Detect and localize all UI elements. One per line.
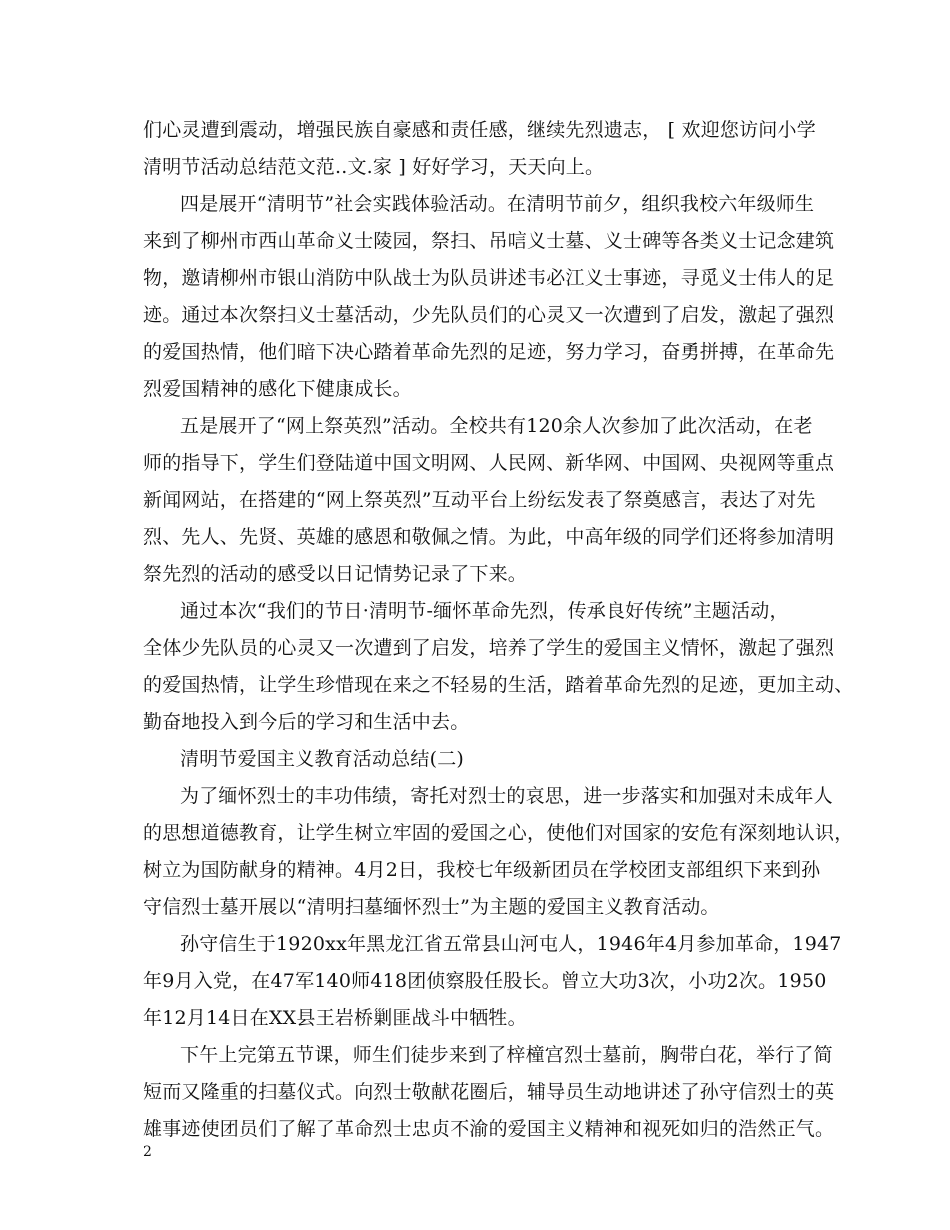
text-line: 守信烈士墓开展以“清明扫墓缅怀烈士”为主题的爱国主义教育活动。: [143, 896, 720, 918]
text-line: 烈、先人、先贤、英雄的感恩和敬佩之情。为此，中高年级的同学们还将参加清明: [143, 526, 835, 548]
text-line: 年9月入党，在47军140师418团侦察股任股长。曾立大功3次，小功2次。1950: [143, 970, 827, 992]
text-line: 五是展开了“网上祭英烈”活动。全校共有120余人次参加了此次活动，在老: [180, 415, 813, 437]
text-line: 雄事迹使团员们了解了革命烈士忠贞不渝的爱国主义精神和视死如归的浩然正气。: [143, 1118, 835, 1140]
text-line: 四是展开“清明节”社会实践体验活动。在清明节前夕，组织我校六年级师生: [180, 193, 815, 215]
text-line: 祭先烈的活动的感受以日记情势记录了下来。: [143, 563, 528, 585]
text-line: 勤奋地投入到今后的学习和生活中去。: [143, 711, 470, 733]
text-line: 的爱国热情，他们暗下决心踏着革命先烈的足迹，努力学习，奋勇拼搏，在革命先: [143, 341, 835, 363]
text-line: 来到了柳州市西山革命义士陵园，祭扫、吊唁义士墓、义士碑等各类义士记念建筑: [143, 230, 835, 252]
text-line: 师的指导下，学生们登陆道中国文明网、人民网、新华网、中国网、央视网等重点: [143, 452, 835, 474]
text-line: 的爱国热情，让学生珍惜现在来之不轻易的生活，踏着革命先烈的足迹，更加主动、: [143, 674, 854, 696]
text-line: 的思想道德教育，让学生树立牢固的爱国之心，使他们对国家的安危有深刻地认识，: [143, 822, 854, 844]
text-line: 下午上完第五节课，师生们徒步来到了梓橦宫烈士墓前，胸带白花，举行了简: [180, 1044, 833, 1066]
text-line: 物，邀请柳州市银山消防中队战士为队员讲述韦必江义士事迹，寻觅义士伟人的足: [143, 267, 835, 289]
text-line: 年12月14日在XX县王岩桥剿匪战斗中牺牲。: [143, 1007, 527, 1029]
text-line: 树立为国防献身的精神。4月2日，我校七年级新团员在学校团支部组织下来到孙: [143, 859, 821, 881]
text-line: 清明节活动总结范文范..文.家 ] 好好学习，天天向上。: [143, 156, 605, 178]
text-line: 新闻网站，在搭建的“网上祭英烈”互动平台上纷纭发表了祭奠感言，表达了对先: [143, 489, 816, 511]
section-heading: 清明节爱国主义教育活动总结(二): [180, 748, 465, 770]
text-line: 烈爱国精神的感化下健康成长。: [143, 378, 412, 400]
page-number: 2: [143, 1144, 152, 1160]
text-line: 为了缅怀烈士的丰功伟绩，寄托对烈士的哀思，进一步落实和加强对未成年人: [180, 785, 833, 807]
text-line: 通过本次“我们的节日·清明节-缅怀革命先烈，传承良好传统”主题活动，: [180, 600, 789, 622]
text-line: 们心灵遭到震动，增强民族自豪感和责任感，继续先烈遗志， [ 欢迎您访问小学: [143, 119, 816, 141]
text-line: 全体少先队员的心灵又一次遭到了启发，培养了学生的爱国主义情怀，激起了强烈: [143, 637, 835, 659]
text-line: 短而又隆重的扫墓仪式。向烈士敬献花圈后，辅导员生动地讲述了孙守信烈士的英: [143, 1081, 835, 1103]
text-line: 孙守信生于1920xx年黑龙江省五常县山河屯人，1946年4月参加革命，1947: [180, 933, 842, 955]
text-line: 迹。通过本次祭扫义士墓活动，少先队员们的心灵又一次遭到了启发，激起了强烈: [143, 304, 835, 326]
